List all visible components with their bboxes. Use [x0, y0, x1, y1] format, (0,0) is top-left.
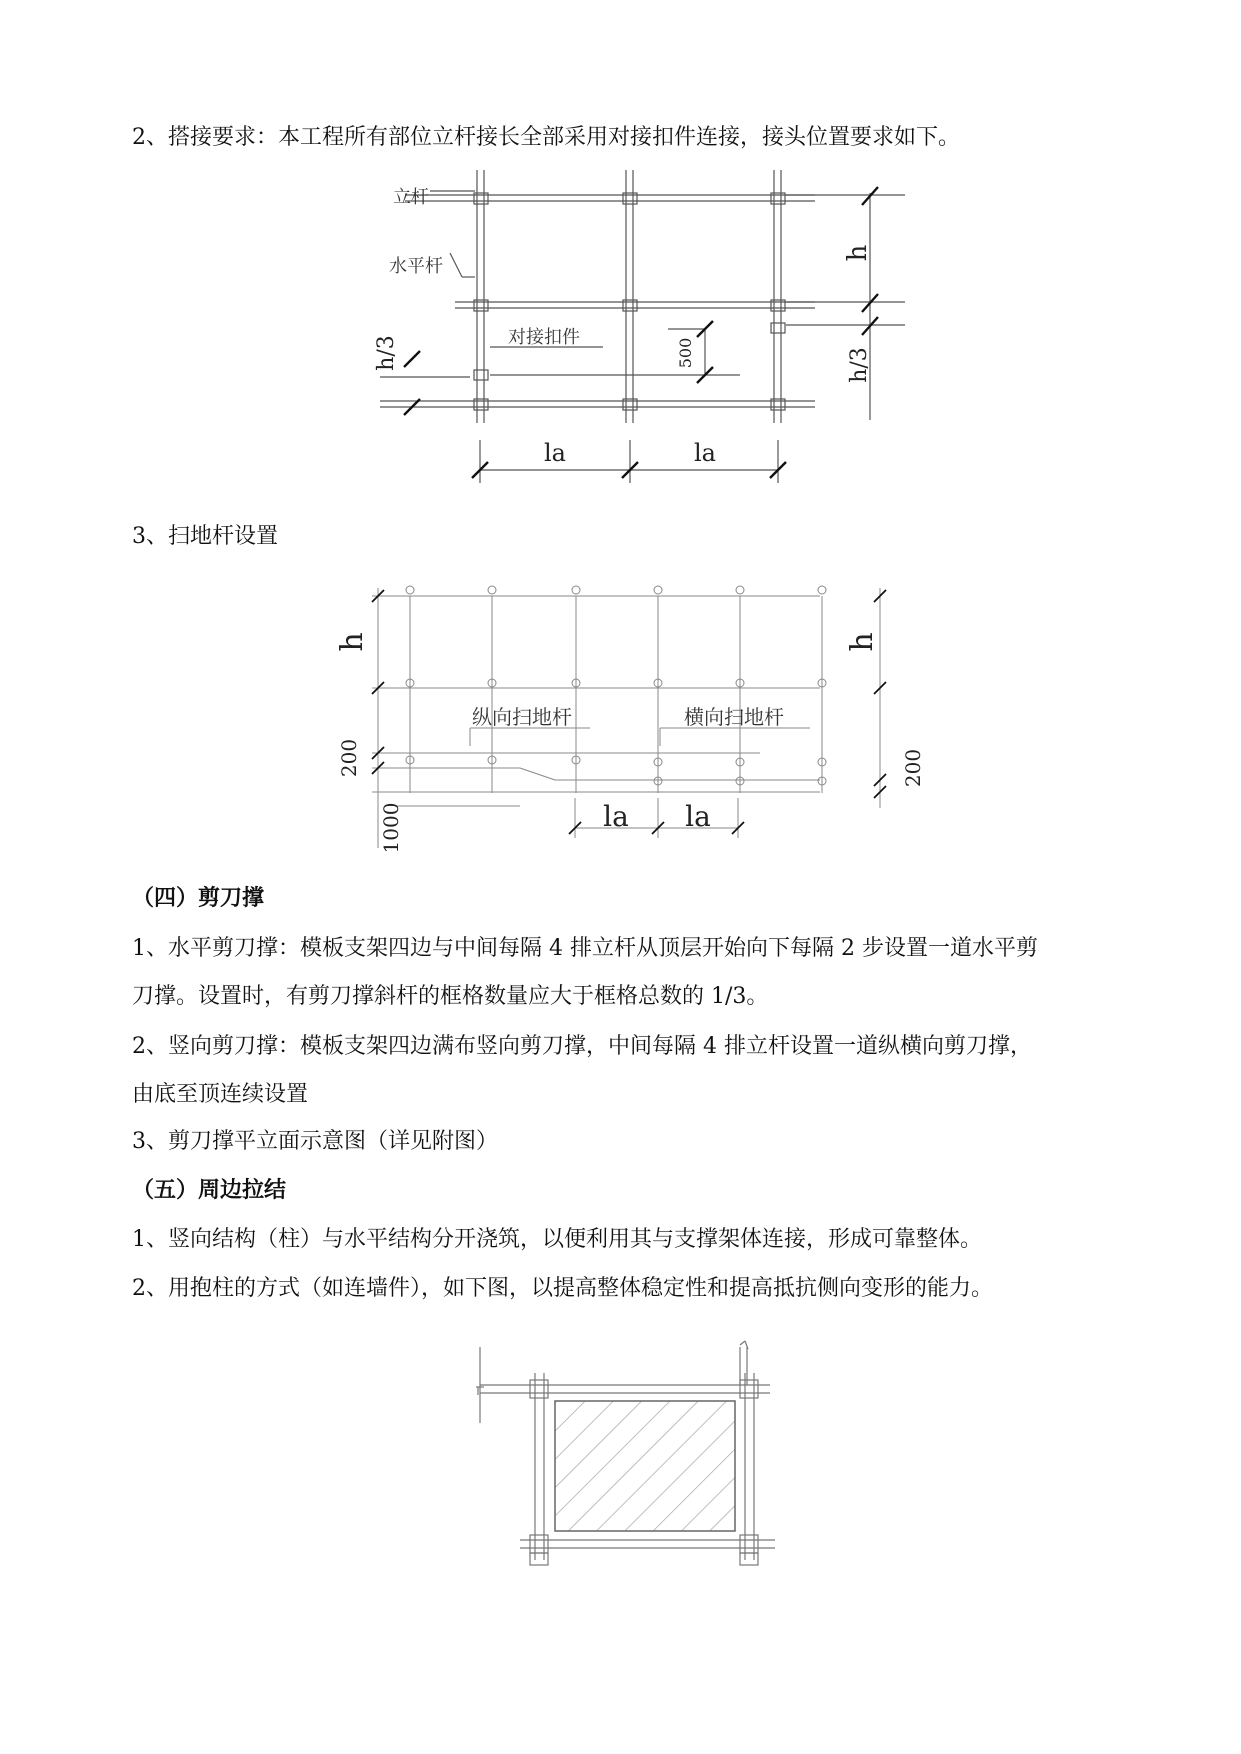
dim-h3-left: h/3	[374, 335, 399, 371]
paragraph-scissor-1b: 刀撑。设置时，有剪刀撑斜杆的框格数量应大于框格总数的 1/3。	[132, 984, 769, 1009]
dim-h3-right: h/3	[847, 347, 872, 383]
heading-perimeter-tie: （五）周边拉结	[132, 1178, 287, 1203]
paragraph-scissor-2a: 2、竖向剪刀撑：模板支架四边满布竖向剪刀撑，中间每隔 4 排立杆设置一道纵横向剪刀撑，	[132, 1034, 1032, 1059]
heading-scissor-bracing: （四）剪刀撑	[132, 886, 265, 911]
paragraph-tie-2: 2、用抱柱的方式（如连墙件），如下图，以提高整体稳定性和提高抵抗侧向变形的能力。	[132, 1276, 994, 1301]
label-longitudinal-sweep-bar: 纵向扫地杆	[472, 705, 572, 729]
dim-h-left: h	[335, 632, 370, 652]
column-section	[555, 1401, 735, 1531]
dim-1000: 1000	[379, 802, 403, 854]
dim-la-left: la	[603, 800, 629, 833]
label-horizontal-bar: 水平杆	[389, 256, 443, 277]
label-upright: 立杆	[393, 187, 429, 208]
dim-200-left: 200	[337, 738, 361, 778]
paragraph-joint-requirement: 2、搭接要求：本工程所有部位立杆接长全部采用对接扣件连接，接头位置要求如下。	[132, 125, 960, 150]
column-tie-diagram	[0, 1335, 1241, 1595]
label-butt-coupler: 对接扣件	[508, 327, 580, 348]
dim-h: h	[843, 244, 873, 262]
paragraph-tie-1: 1、竖向结构（柱）与水平结构分开浇筑，以便利用其与支撑架体连接，形成可靠整体。	[132, 1227, 982, 1252]
dim-h-right: h	[845, 632, 880, 652]
dim-la-right: la	[685, 800, 711, 833]
dim-la-left: la	[544, 439, 566, 467]
joint-position-diagram	[0, 165, 1241, 510]
paragraph-scissor-2b: 由底至顶连续设置	[132, 1082, 309, 1107]
dim-la-right: la	[694, 439, 716, 467]
paragraph-scissor-1a: 1、水平剪刀撑：模板支架四边与中间每隔 4 排立杆从顶层开始向下每隔 2 步设置一道水平剪	[132, 936, 1038, 961]
paragraph-sweep-bar: 3、扫地杆设置	[132, 524, 278, 549]
sweep-bar-diagram	[0, 578, 1241, 878]
label-transverse-sweep-bar: 横向扫地杆	[684, 705, 784, 729]
dim-500: 500	[676, 337, 695, 369]
dim-200-right: 200	[901, 748, 925, 788]
paragraph-scissor-3: 3、剪刀撑平立面示意图（详见附图）	[132, 1129, 498, 1154]
